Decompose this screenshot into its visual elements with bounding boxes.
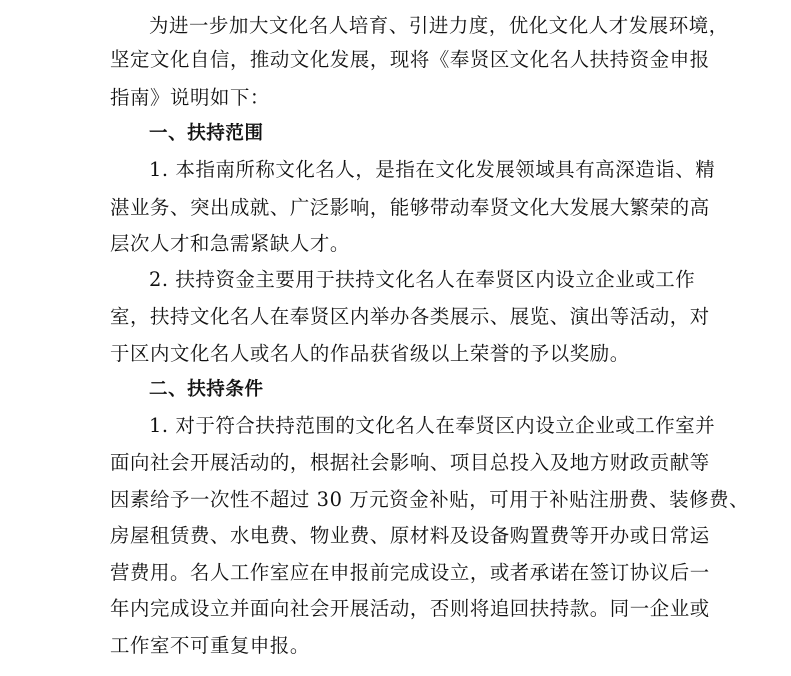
intro-line-2: 坚定文化自信，推动文化发展，现将《奉贤区文化名人扶持资金申报	[110, 48, 710, 71]
scope-para1-line-3: 层次人才和急需紧缺人才。	[110, 232, 350, 255]
conditions-para1-line-6: 年内完成设立并面向社会开展活动，否则将追回扶持款。同一企业或	[110, 597, 710, 620]
scope-para1-line-1: 1. 本指南所称文化名人，是指在文化发展领域具有高深造诣、精	[149, 158, 716, 181]
scope-para2-line-2: 室，扶持文化名人在奉贤区内举办各类展示、展览、演出等活动，对	[110, 305, 710, 328]
conditions-para1-line-2: 面向社会开展活动的，根据社会影响、项目总投入及地方财政贡献等	[110, 451, 710, 474]
section-heading-conditions: 二、扶持条件	[149, 379, 264, 400]
conditions-para1-line-3: 因素给予一次性不超过 30 万元资金补贴，可用于补贴注册费、装修费、	[110, 488, 750, 511]
conditions-para1-line-7: 工作室不可重复申报。	[110, 634, 310, 657]
scope-para2-line-1: 2. 扶持资金主要用于扶持文化名人在奉贤区内设立企业或工作	[149, 268, 696, 291]
section-heading-scope: 一、扶持范围	[149, 123, 264, 144]
intro-line-3: 指南》说明如下：	[110, 86, 270, 109]
conditions-para1-line-5: 营费用。名人工作室应在申报前完成设立，或者承诺在签订协议后一	[110, 561, 710, 584]
conditions-para1-line-1: 1. 对于符合扶持范围的文化名人在奉贤区内设立企业或工作室并	[149, 414, 716, 437]
scope-para1-line-2: 湛业务、突出成就、广泛影响，能够带动奉贤文化大发展大繁荣的高	[110, 196, 710, 219]
conditions-para1-line-4: 房屋租赁费、水电费、物业费、原材料及设备购置费等开办或日常运	[110, 524, 710, 547]
scope-para2-line-3: 于区内文化名人或名人的作品获省级以上荣誉的予以奖励。	[110, 342, 630, 365]
intro-line-1: 为进一步加大文化名人培育、引进力度，优化文化人才发展环境，	[149, 14, 729, 37]
